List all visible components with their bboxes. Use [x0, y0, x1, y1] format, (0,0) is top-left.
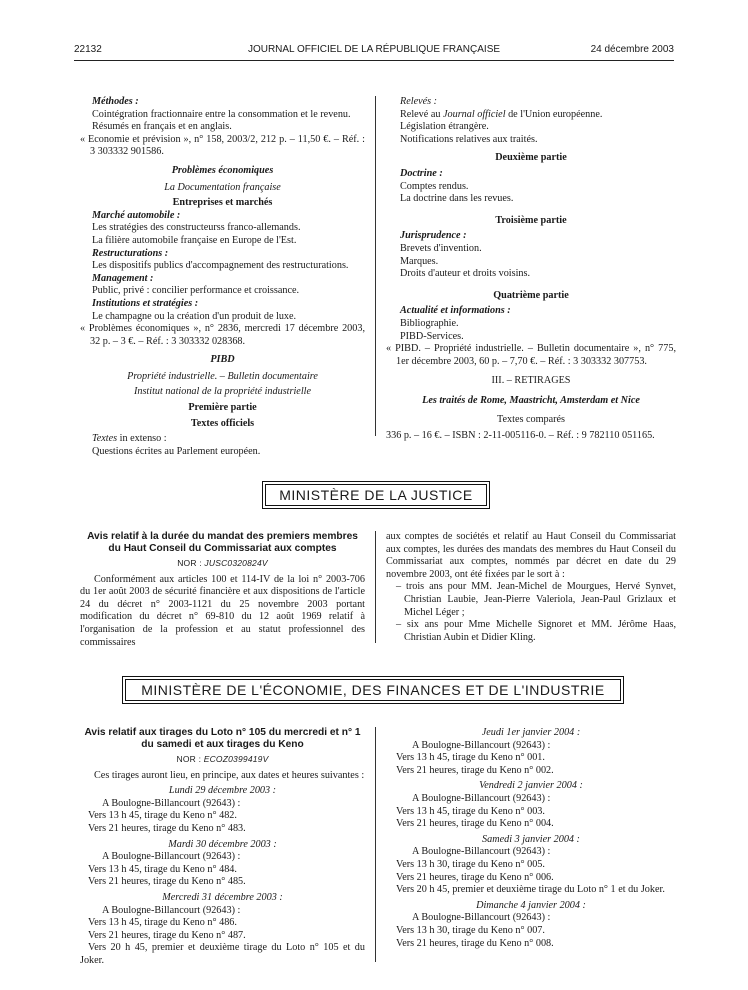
- justice-left-column: [80, 531, 365, 649]
- textes-compares: Textes comparés: [496, 414, 566, 426]
- doctrine-label: Doctrine :: [400, 167, 443, 179]
- pibd-institute: Institut national de la propriété industrielle: [133, 386, 312, 398]
- column-divider: [375, 727, 376, 962]
- justice-right-column: [386, 531, 676, 644]
- justice-avis-title: Avis relatif à la durée du mandat des premiers membres du Haut Conseil du Commissariat aux comptes: [87, 531, 358, 554]
- economie-intro: Ces tirages auront lieu, en principe, aux dates et heures suivantes :: [94, 769, 365, 781]
- methodes-item: Résumés en français et en anglais.: [92, 121, 232, 133]
- institutions-item: Le champagne ou la création d'un produit de luxe.: [92, 310, 297, 322]
- journal-title: JOURNAL OFFICIEL DE LA RÉPUBLIQUE FRANÇAISE: [247, 44, 501, 55]
- releves-item: Notifications relatives aux traités.: [400, 133, 538, 145]
- pibd-title: PIBD: [210, 354, 235, 366]
- actualite-label: Actualité et informations :: [400, 305, 511, 317]
- day-block-right-2: Vendredi 2 janvier 2004 : A Boulogne-Billancourt (92643) : Vers 13 h 45, tirage du Keno n° 003. Vers 21 heures, tirage du Keno n° 004.: [396, 780, 583, 830]
- actualite-item: PIBD-Services.: [400, 330, 464, 342]
- isbn-ref: 336 p. – 16 €. – ISBN : 2-11-005116-0. – Réf. : 9 782110 051165.: [386, 430, 655, 442]
- economie-prevision-ref: « Economie et prévision », n° 158, 2003/2, 212 p. – 11,50 €. – Réf. : 3 303332 901586.: [80, 133, 365, 158]
- justice-body-right: aux comptes de sociétés et relatif au Haut Conseil du Commissariat aux comptes, les durées des mandats des membres du Haut Conseil du Commissariat aux comptes, nommés par décret en date du 29 novembre 2003, ont été fixées par le sort à :: [386, 531, 676, 580]
- releves-item: Relevé au Journal officiel de l'Union européenne.: [400, 108, 603, 120]
- justice-body-left: Conformément aux articles 100 et 114-IV de la loi n° 2003-706 du 1er août 2003 de sécurité financière et aux dispositions de l'article 24 du décret n° 2003-1121 du 25 novembre 2003 portant modification du décret n° 69-810 du 12 août 1969 relatif à l'organisation de la profession et au statut professionnel des commissaires: [80, 573, 365, 648]
- ministere-economie-box: [122, 676, 624, 704]
- pibd-ref: « PIBD. – Propriété industrielle. – Bulletin documentaire », n° 775, 1er décembre 2003, 60 p. – 7,70 €. – Réf. : 3 303332 307753.: [386, 343, 676, 367]
- restructurations-item: Les dispositifs publics d'accompagnement des restructurations.: [92, 260, 349, 272]
- top-left-column: [80, 96, 365, 458]
- entreprises-marches-title: Entreprises et marchés: [172, 197, 273, 209]
- documentation-francaise: La Documentation française: [164, 181, 281, 193]
- problemes-economiques-ref: « Problèmes économiques », n° 2836, mercredi 17 décembre 2003, 32 p. – 3 €. – Réf. : 3 303332 028368.: [80, 323, 365, 347]
- economie-nor: NOR : ECOZ0399419V: [176, 754, 269, 764]
- marche-automobile-label: Marché automobile :: [92, 209, 181, 221]
- page-number: 22132: [74, 44, 102, 55]
- day-block-right-4: Dimanche 4 janvier 2004 : A Boulogne-Billancourt (92643) : Vers 13 h 30, tirage du Keno n° 007. Vers 21 heures, tirage du Keno n° 008.: [396, 899, 586, 949]
- column-divider: [375, 96, 376, 436]
- jurisprudence-item: Droits d'auteur et droits voisins.: [400, 268, 531, 280]
- releves-item: Législation étrangère.: [400, 121, 489, 133]
- textes-item: Questions écrites au Parlement européen.: [92, 445, 261, 457]
- ministere-justice-title: MINISTÈRE DE LA JUSTICE: [265, 484, 487, 506]
- economie-avis-title: Avis relatif aux tirages du Loto n° 105 du mercredi et n° 1 du samedi et aux tirages du Keno: [84, 727, 361, 750]
- methodes-label: Méthodes :: [92, 96, 139, 107]
- problemes-economiques-title: Problèmes économiques: [171, 164, 274, 176]
- traites-title: Les traités de Rome, Maastricht, Amsterdam et Nice: [422, 394, 640, 406]
- textes-label-word: Textes: [92, 433, 118, 445]
- day-block-right-1: Jeudi 1er janvier 2004 : A Boulogne-Billancourt (92643) : Vers 13 h 45, tirage du Keno n° 001. Vers 21 heures, tirage du Keno n° 002.: [396, 727, 581, 776]
- jurisprudence-label: Jurisprudence :: [400, 230, 467, 242]
- header-rule: [74, 60, 674, 61]
- retirages-heading: III. – RETIRAGES: [491, 375, 571, 387]
- page-header: [74, 44, 674, 58]
- justice-item: – six ans pour Mme Michelle Signoret et MM. Jérôme Haas, Christian Aubin et Didier Kling.: [396, 619, 676, 643]
- day-block-right-3: Samedi 3 janvier 2004 : A Boulogne-Billancourt (92643) : Vers 13 h 30, tirage du Keno n° 005. Vers 21 heures, tirage du Keno n° 006. Vers 20 h 45, premier et deuxième tirage du Loto n° 1 et du Joker.: [396, 833, 665, 896]
- automobile-item: Les stratégies des constructeurss franco-allemands.: [92, 222, 301, 234]
- releves-label: Relevés :: [400, 96, 438, 107]
- day-block-left-1: Lundi 29 décembre 2003 : A Boulogne-Billancourt (92643) : Vers 13 h 45, tirage du Keno n° 482. Vers 21 heures, tirage du Keno n° 483.: [88, 785, 277, 834]
- economie-left-column: [80, 727, 365, 968]
- top-right-column: [386, 96, 676, 443]
- justice-nor: NOR : JUSC0320824V: [177, 558, 268, 568]
- management-label: Management :: [92, 272, 154, 284]
- economie-right-column: [386, 727, 676, 950]
- ministere-economie-title: MINISTÈRE DE L'ÉCONOMIE, DES FINANCES ET DE L'INDUSTRIE: [125, 679, 621, 701]
- textes-label-tail: in extenso :: [117, 433, 167, 445]
- methodes-item: Cointégration fractionnaire entre la consommation et le revenu.: [92, 108, 351, 120]
- actualite-item: Bibliographie.: [400, 317, 459, 329]
- jurisprudence-item: Brevets d'invention.: [400, 242, 482, 254]
- column-divider: [375, 531, 376, 643]
- premiere-partie: Première partie: [188, 402, 257, 414]
- deuxieme-partie: Deuxième partie: [495, 152, 567, 164]
- institutions-label: Institutions et stratégies :: [92, 297, 199, 309]
- restructurations-label: Restructurations :: [92, 247, 169, 259]
- day-block-left-3: Mercredi 31 décembre 2003 : A Boulogne-Billancourt (92643) : Vers 13 h 45, tirage du Keno n° 486. Vers 21 heures, tirage du Keno n° 487. Vers 20 h 45, premier et deuxième tirage du Loto n° 105 et du Joker.: [80, 891, 365, 966]
- day-block-left-2: Mardi 30 décembre 2003 : A Boulogne-Billancourt (92643) : Vers 13 h 45, tirage du Keno n° 484. Vers 21 heures, tirage du Keno n° 485.: [88, 838, 277, 888]
- jurisprudence-item: Marques.: [400, 255, 439, 267]
- doctrine-item: La doctrine dans les revues.: [400, 193, 514, 205]
- issue-date: 24 décembre 2003: [590, 44, 674, 55]
- quatrieme-partie: Quatrième partie: [493, 289, 569, 301]
- pibd-subtitle: Propriété industrielle. – Bulletin documentaire: [127, 370, 318, 382]
- doctrine-item: Comptes rendus.: [400, 180, 469, 192]
- management-item: Public, privé : concilier performance et croissance.: [92, 285, 300, 297]
- troisieme-partie: Troisième partie: [495, 214, 567, 226]
- automobile-item: La filière automobile française en Europe de l'Est.: [92, 234, 297, 246]
- justice-item: – trois ans pour MM. Jean-Michel de Mourgues, Hervé Synvet, Christian Laubie, Jean-Pierre Valeriola, Jean-Paul Grizlaux et Michel Léger ;: [396, 581, 676, 618]
- ministere-justice-box: [262, 481, 490, 509]
- textes-label: [80, 433, 365, 446]
- textes-officiels: Textes officiels: [190, 417, 255, 429]
